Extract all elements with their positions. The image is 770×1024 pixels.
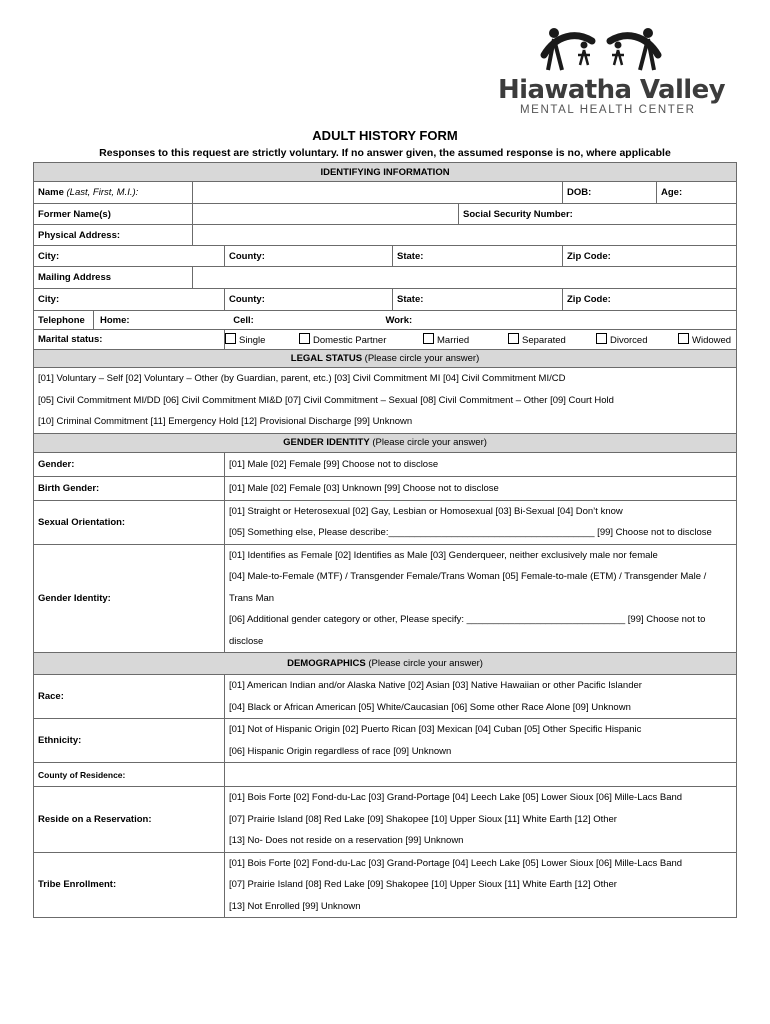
logo-name: Hiawatha Valley — [498, 75, 725, 105]
ethnicity-options[interactable] — [225, 719, 737, 763]
telephone-fields — [94, 311, 737, 330]
tribe-enrollment-label: Tribe Enrollment: — [34, 852, 225, 918]
logo-subtitle: MENTAL HEALTH CENTER — [520, 104, 696, 116]
race-line: [04] Black or African American [05] White/Caucasian [06] Some other Race Alone [09] Unknown — [229, 701, 631, 713]
home-phone-field[interactable]: Home: — [100, 314, 130, 326]
county-of-residence-label: County of Residence: — [34, 763, 225, 787]
marital-option-married[interactable]: Married — [423, 333, 508, 346]
divorced-checkbox[interactable] — [596, 333, 607, 344]
identifying-header: IDENTIFYING INFORMATION — [34, 163, 737, 182]
physical-address-label: Physical Address: — [34, 225, 193, 246]
identity-line: disclose — [229, 635, 264, 647]
ethnicity-line: [06] Hispanic Origin regardless of race [09] Unknown — [229, 745, 452, 757]
legal-status-line: [10] Criminal Commitment [11] Emergency Hold [12] Provisional Discharge [99] Unknown — [38, 416, 413, 427]
gender-options[interactable]: [01] Male [02] Female [99] Choose not to disclose — [225, 452, 737, 476]
form-subtitle: Responses to this request are strictly voluntary. If no answer given, the assumed response is no, where applicable — [99, 147, 671, 159]
marital-option-widowed[interactable]: Widowed — [678, 333, 736, 346]
reservation-line: [13] No- Does not reside on a reservation [99] Unknown — [229, 835, 464, 846]
mailing-state-field[interactable]: State: — [393, 289, 563, 311]
marital-option-domestic-partner[interactable]: Domestic Partner — [299, 333, 423, 346]
name-label: Name (Last, First, M.I.): — [34, 182, 193, 204]
identity-line: [06] Additional gender category or other, Please specify: ______________________________ [99] Choose not to — [229, 614, 706, 625]
ethnicity-line: [01] Not of Hispanic Origin [02] Puerto Rican [03] Mexican [04] Cuban [05] Other Specific Hispanic — [229, 724, 642, 735]
race-options[interactable] — [225, 675, 737, 719]
marital-status-options — [225, 330, 737, 350]
birth-gender-label: Birth Gender: — [34, 476, 225, 500]
identity-line: [04] Male-to-Female (MTF) / Transgender Female/Trans Woman [05] Female-to-male (ETM) / Transgender Male / — [229, 571, 707, 582]
widowed-checkbox[interactable] — [678, 333, 689, 344]
identity-line: [01] Identifies as Female [02] Identifies as Male [03] Genderqueer, neither exclusively male nor female — [229, 549, 658, 561]
race-line: [01] American Indian and/or Alaska Native [02] Asian [03] Native Hawaiian or other Pacific Islander — [229, 680, 642, 691]
telephone-label: Telephone — [34, 311, 94, 330]
tribe-enrollment-options[interactable] — [225, 852, 737, 918]
single-checkbox[interactable] — [225, 333, 236, 344]
county-field[interactable]: County: — [225, 246, 393, 267]
orientation-line: [05] Something else, Please describe:_______________________________________ [99] Choose not to disclose — [229, 527, 712, 538]
marital-option-divorced[interactable]: Divorced — [596, 333, 678, 346]
legal-status-options[interactable] — [34, 368, 737, 434]
legal-status-line: [05] Civil Commitment MI/DD [06] Civil Commitment MI&D [07] Civil Commitment – Sexual [08] Civil Commitment – Other [09] Court Hold — [38, 394, 614, 406]
figures-icon — [536, 25, 666, 75]
mailing-address-label: Mailing Address — [34, 267, 193, 289]
mailing-zip-field[interactable]: Zip Code: — [563, 289, 737, 311]
gender-label: Gender: — [34, 452, 225, 476]
legal-status-header: LEGAL STATUS (Please circle your answer) — [34, 350, 737, 368]
mailing-county-field[interactable]: County: — [225, 289, 393, 311]
birth-gender-options[interactable]: [01] Male [02] Female [03] Unknown [99] Choose not to disclose — [225, 476, 737, 500]
reservation-options[interactable] — [225, 787, 737, 853]
tribe-line: [07] Prairie Island [08] Red Lake [09] Shakopee [10] Upper Sioux [11] White Earth [12] Other — [229, 879, 617, 890]
logo — [498, 25, 728, 120]
gender-identity-options[interactable] — [225, 544, 737, 653]
marital-option-single[interactable]: Single — [225, 333, 299, 346]
reservation-label: Reside on a Reservation: — [34, 787, 225, 853]
race-label: Race: — [34, 675, 225, 719]
marital-option-separated[interactable]: Separated — [508, 333, 596, 346]
sexual-orientation-options[interactable] — [225, 500, 737, 544]
city-field[interactable]: City: — [34, 246, 225, 267]
identity-line: Trans Man — [229, 592, 275, 604]
domestic-partner-checkbox[interactable] — [299, 333, 310, 344]
legal-status-line: [01] Voluntary – Self [02] Voluntary – Other (by Guardian, parent, etc.) [03] Civil Commitment MI [04] Civil Commitment MI/CD — [38, 373, 566, 384]
former-names-field[interactable] — [193, 204, 459, 225]
work-phone-field[interactable]: Work: — [385, 314, 413, 326]
ethnicity-label: Ethnicity: — [34, 719, 225, 763]
physical-address-field[interactable] — [193, 225, 737, 246]
reservation-line: [01] Bois Forte [02] Fond-du-Lac [03] Grand-Portage [04] Leech Lake [05] Lower Sioux [06] Mille-Lacs Band — [229, 792, 683, 803]
demographics-header: DEMOGRAPHICS (Please circle your answer) — [34, 653, 737, 675]
mailing-city-field[interactable]: City: — [34, 289, 225, 311]
dob-field[interactable]: DOB: — [563, 182, 657, 204]
zip-field[interactable]: Zip Code: — [563, 246, 737, 267]
gender-identity-label: Gender Identity: — [34, 544, 225, 653]
age-field[interactable]: Age: — [657, 182, 737, 204]
gender-identity-header: GENDER IDENTITY (Please circle your answer) — [34, 433, 737, 452]
sexual-orientation-label: Sexual Orientation: — [34, 500, 225, 544]
mailing-address-field[interactable] — [193, 267, 737, 289]
married-checkbox[interactable] — [423, 333, 434, 344]
county-of-residence-field[interactable] — [225, 763, 737, 787]
tribe-line: [01] Bois Forte [02] Fond-du-Lac [03] Grand-Portage [04] Leech Lake [05] Lower Sioux [06] Mille-Lacs Band — [229, 857, 683, 869]
form-title: ADULT HISTORY FORM — [312, 128, 458, 143]
reservation-line: [07] Prairie Island [08] Red Lake [09] Shakopee [10] Upper Sioux [11] White Earth [12] Other — [229, 813, 617, 825]
separated-checkbox[interactable] — [508, 333, 519, 344]
former-names-label: Former Name(s) — [34, 204, 193, 225]
adult-history-form-table — [33, 162, 737, 918]
name-field[interactable] — [193, 182, 563, 204]
tribe-line: [13] Not Enrolled [99] Unknown — [229, 900, 361, 912]
ssn-field[interactable]: Social Security Number: — [459, 204, 737, 225]
cell-phone-field[interactable]: Cell: — [233, 314, 254, 326]
state-field[interactable]: State: — [393, 246, 563, 267]
marital-status-label: Marital status: — [34, 330, 225, 350]
orientation-line: [01] Straight or Heterosexual [02] Gay, Lesbian or Homosexual [03] Bi-Sexual [04] Don’t know — [229, 505, 623, 517]
